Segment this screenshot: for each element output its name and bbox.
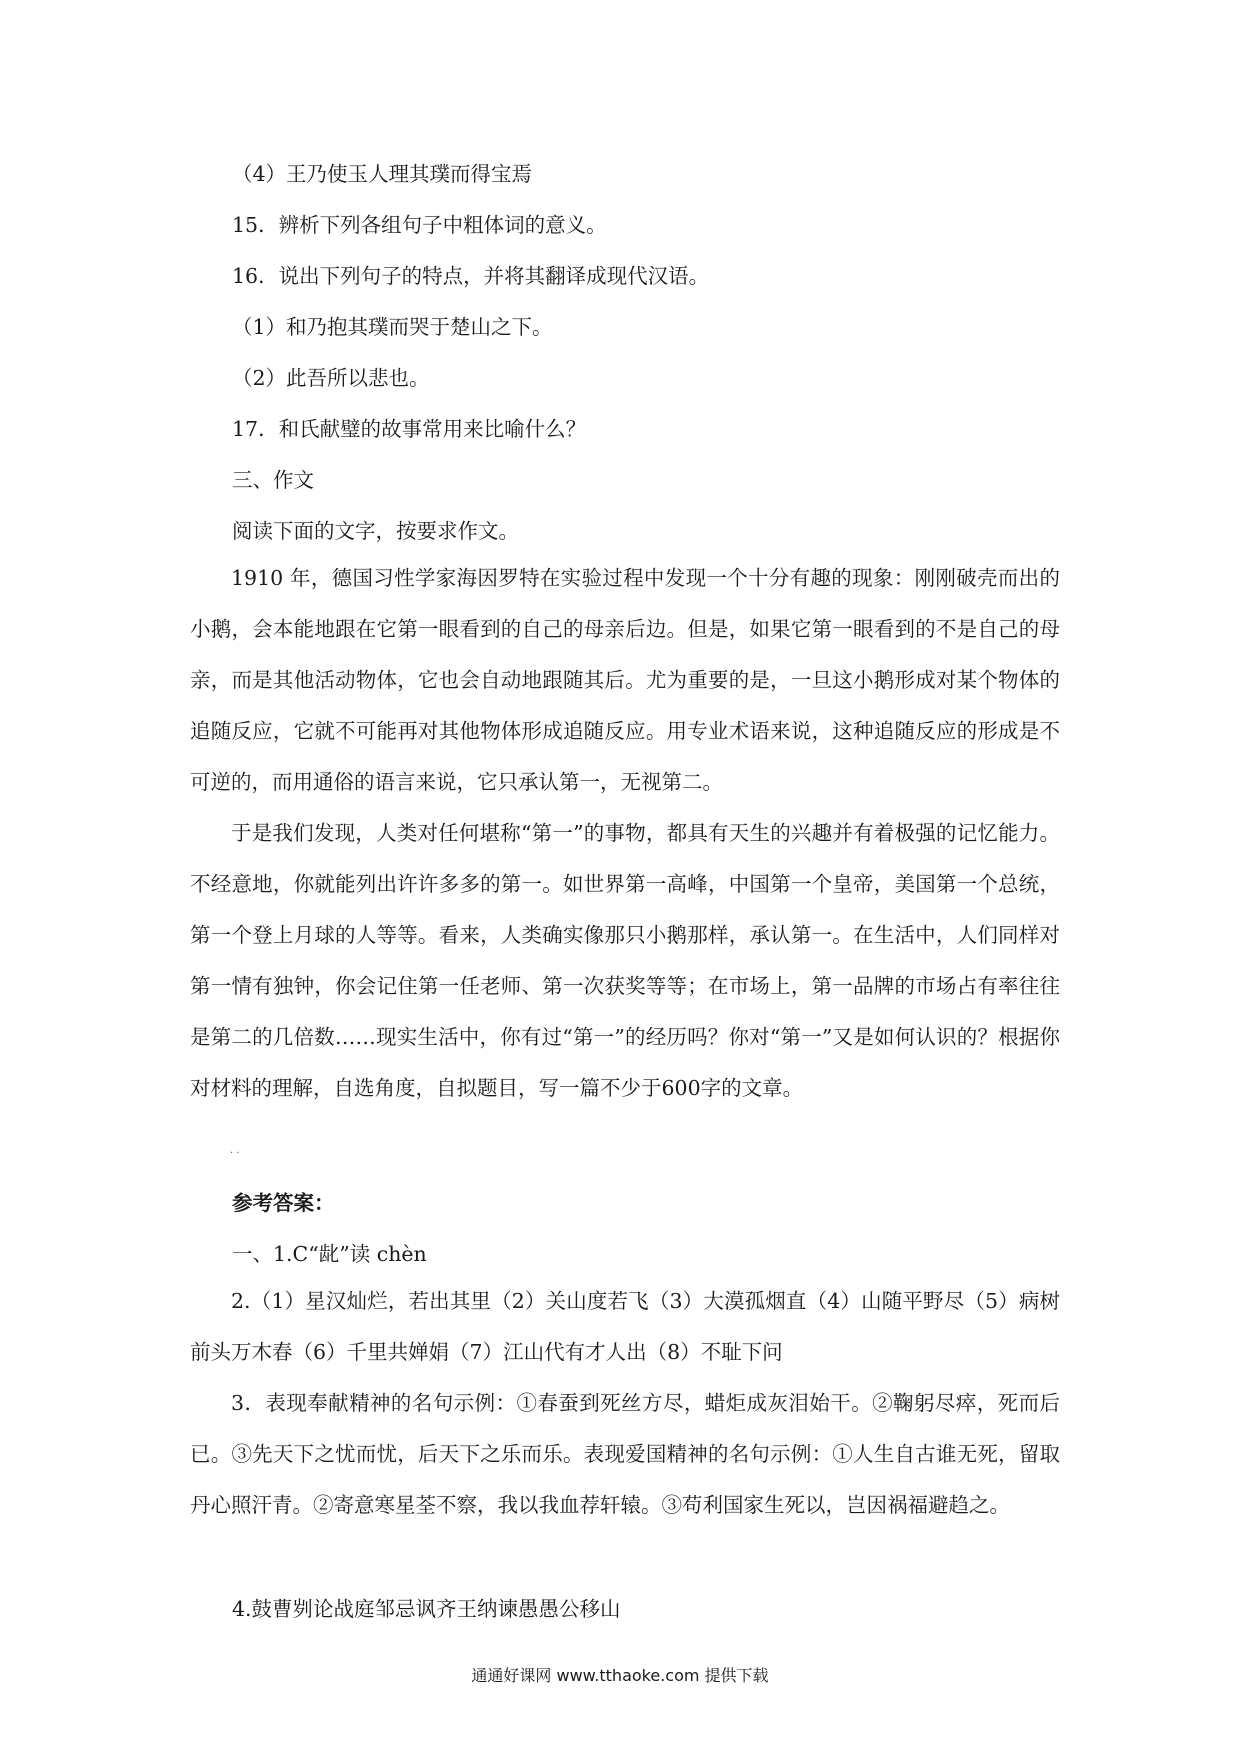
- scan-mark: · ·: [230, 1148, 240, 1159]
- answer-4: 4.鼓曹刿论战庭邹忌讽齐王纳谏愚愚公移山: [232, 1597, 621, 1621]
- page-footer: 通通好课网 www.tthaoke.com 提供下载: [471, 1666, 769, 1685]
- question-16-1: （1）和乃抱其璞而哭于楚山之下。: [232, 315, 553, 339]
- composition-paragraph-1: 1910 年，德国习性学家海因罗特在实验过程中发现一个十分有趣的现象：刚刚破壳而出的小鹅，会本能地跟在它第一眼看到的自己的母亲后边。但是，如果它第一眼看到的不是自己的母亲，而是其他活动物体，它也会自动地跟随其后。尤为重要的是，一旦这小鹅形成对某个物体的追随反应，它就不可能再对其他物体形成追随反应。用专业术语来说，这种追随反应的形成是不可逆的，而用通俗的语言来说，它只承认第一，无视第二。: [190, 566, 1060, 794]
- answer-3: 3．表现奉献精神的名句示例：①春蚕到死丝方尽，蜡炬成灰泪始干。②鞠躬尽瘁，死而后已。③先天下之忧而忧，后天下之乐而乐。表现爱国精神的名句示例：①人生自古谁无死，留取丹心照汗青。②寄意寒星荃不察，我以我血荐轩辕。③苟利国家生死以，岂因祸福避趋之。: [190, 1391, 1060, 1517]
- answers-heading: 参考答案：: [232, 1191, 335, 1215]
- answer-2: 2.（1）星汉灿烂，若出其里（2）关山度若飞（3）大漠孤烟直（4）山随平野尽（5）病树前头万木春（6）千里共婵娟（7）江山代有才人出（8）不耻下问: [190, 1289, 1060, 1364]
- question-16: 16．说出下列句子的特点，并将其翻译成现代汉语。: [232, 264, 710, 288]
- composition-paragraph-2: 于是我们发现，人类对任何堪称“第一”的事物，都具有天生的兴趣并有着极强的记忆能力。不经意地，你就能列出许许多多的第一。如世界第一高峰，中国第一个皇帝，美国第一个总统，第一个登上月球的人等等。看来，人类确实像那只小鹅那样，承认第一。在生活中，人们同样对第一情有独钟，你会记住第一任老师、第一次获奖等等；在市场上，第一品牌的市场占有率往往是第二的几倍数……现实生活中，你有过“第一”的经历吗？你对“第一”又是如何认识的？根据你对材料的理解，自选角度，自拟题目，写一篇不少于600字的文章。: [190, 821, 1060, 1100]
- composition-instruction: 阅读下面的文字，按要求作文。: [232, 519, 519, 543]
- question-16-2: （2）此吾所以悲也。: [232, 366, 430, 390]
- composition-heading: 三、作文: [232, 468, 314, 492]
- question-15: 15．辨析下列各组句子中粗体词的意义。: [232, 213, 607, 237]
- question-17: 17．和氏献璧的故事常用来比喻什么？: [232, 417, 587, 441]
- answer-1: 一、1.C“龀”读 chèn: [232, 1242, 427, 1266]
- question-14-4: （4）王乃使玉人理其璞而得宝焉: [232, 162, 533, 186]
